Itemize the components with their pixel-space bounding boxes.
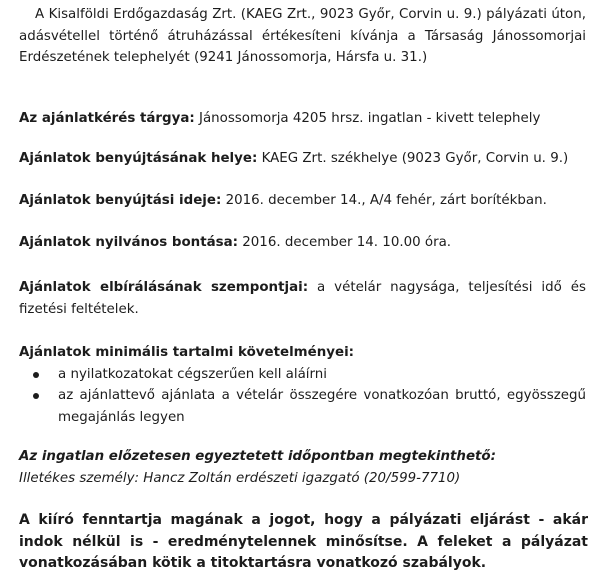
submission-place-label: Ajánlatok benyújtásának helye: — [19, 151, 258, 166]
list-item — [33, 364, 586, 386]
bullet-dot-icon — [33, 372, 39, 378]
submission-deadline-value: 2016. december 14., A/4 fehér, zárt borítékban. — [221, 193, 547, 208]
subject-row — [19, 108, 586, 130]
subject-label: Az ajánlatkérés tárgya: — [19, 111, 195, 126]
requirement-text: a nyilatkozatokat cégszerűen kell aláírni — [58, 366, 328, 382]
viewing-contact: Illetékes személy: Hancz Zoltán erdészeti igazgató (20/599-7710) — [19, 470, 461, 486]
public-opening-label: Ajánlatok nyilvános bontása: — [19, 235, 239, 250]
public-opening-row — [19, 232, 586, 254]
evaluation-criteria-row — [19, 277, 586, 320]
evaluation-criteria-value: a vételár nagysága, teljesítési idő és fizetési feltételek. — [19, 280, 586, 317]
submission-deadline-row — [19, 190, 586, 212]
list-item — [33, 385, 586, 428]
requirements-section — [19, 342, 586, 428]
closing-paragraph: A kiíró fenntartja magának a jogot, hogy a pályázati eljárást - akár indok nélkül is - eredménytelennek minősítse. A feleket a pályázat vonatkozásában kötik a titoktartásra vonatkozó szabályok. — [19, 512, 588, 571]
intro-paragraph: A Kisalföldi Erdőgazdaság Zrt. (KAEG Zrt., 9023 Győr, Corvin u. 9.) pályázati úton, adásvétellel történő átruházással értékesíteni kívánja a Társaság Jánossomorjai Erdészetének telephelyét (9241 Jánossomorja, Hársfa u. 31.) — [19, 7, 586, 65]
submission-place-value: KAEG Zrt. székhelye (9023 Győr, Corvin u. 9.) — [257, 151, 569, 166]
submission-deadline-label: Ajánlatok benyújtási ideje: — [19, 193, 222, 208]
evaluation-criteria-label: Ajánlatok elbírálásának szempontjai: — [19, 280, 309, 295]
requirement-text: az ajánlattevő ajánlata a vételár összegére vonatkozóan bruttó, egyösszegű megajánlás legyen — [58, 388, 586, 425]
submission-place-row — [19, 148, 586, 170]
subject-value: Jánossomorja 4205 hrsz. ingatlan - kivett telephely — [194, 111, 541, 126]
requirements-list — [19, 364, 586, 429]
viewing-heading: Az ingatlan előzetesen egyeztetett időpontban megtekinthető: — [19, 449, 496, 464]
bullet-dot-icon — [33, 393, 39, 399]
public-opening-value: 2016. december 14. 10.00 óra. — [238, 235, 452, 250]
viewing-section — [19, 446, 586, 489]
requirements-label: Ajánlatok minimális tartalmi követelményei: — [19, 345, 355, 360]
